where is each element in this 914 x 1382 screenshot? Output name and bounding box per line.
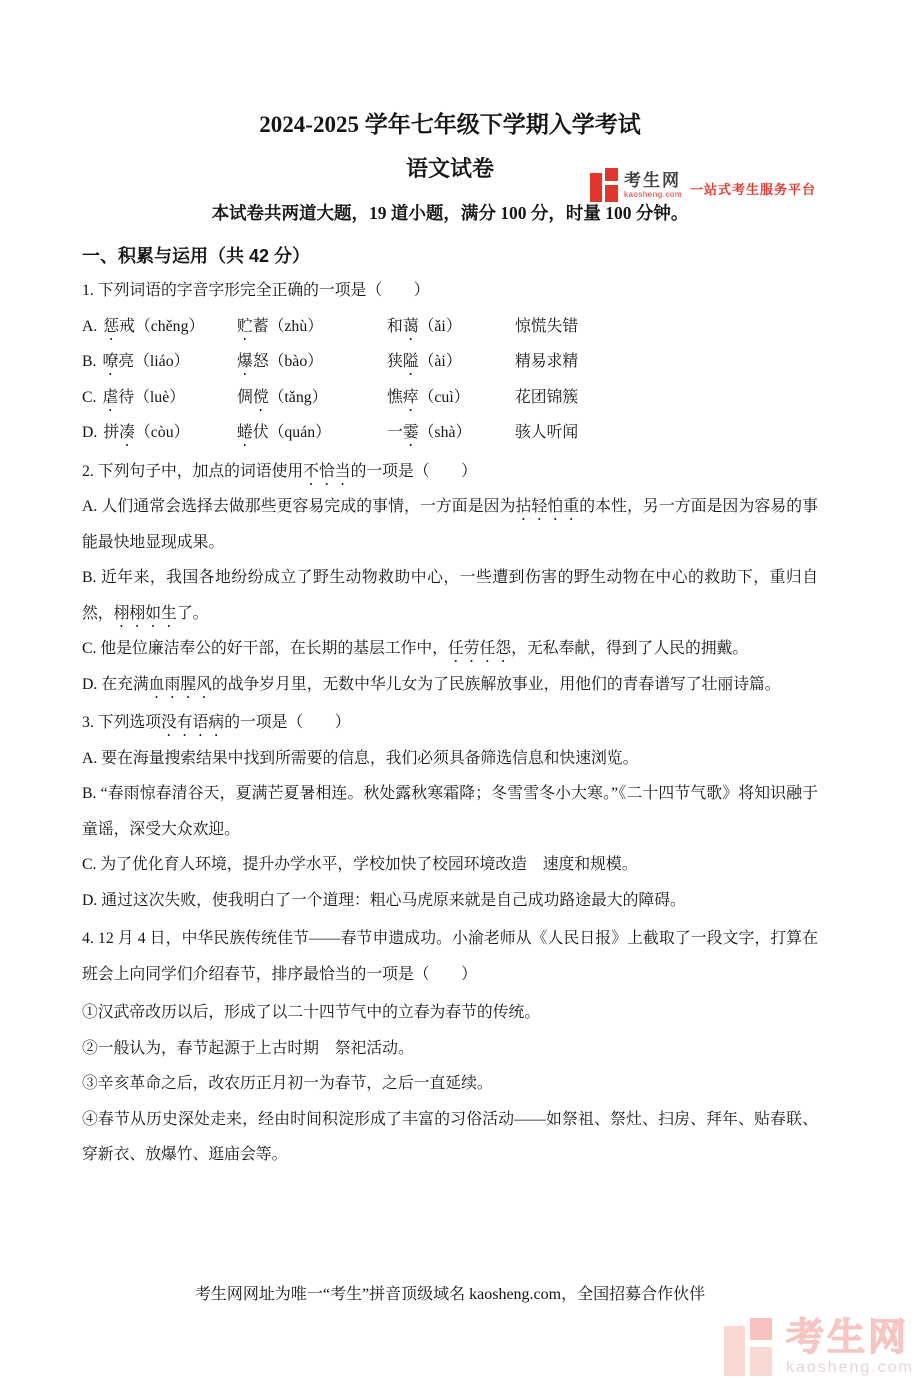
- exam-subtitle: 语文试卷: [405, 156, 494, 181]
- section-1-heading: 一、积累与运用（共 42 分）: [82, 246, 311, 266]
- question-2-option-d: [82, 667, 818, 703]
- word-pre: 拼: [103, 424, 120, 441]
- option-emphasis: 拈轻怕重: [515, 498, 580, 515]
- option-pre: B. 近年来，我国各地纷纷成立了野生动物救助中心，一些遭到伤害的野生动物在中心的救助下，重归自然，: [82, 569, 818, 622]
- question-4-item-2: ②一般认为，春节起源于上古时期 祭祀活动。: [82, 1039, 414, 1057]
- question-2-option-c: [82, 631, 818, 667]
- option-label: C.: [82, 388, 97, 406]
- q1-a-word-1: [82, 309, 237, 345]
- q1-d-word-1: [82, 415, 237, 451]
- word-post: 蓄（zhù）: [252, 317, 324, 335]
- q1-b-word-4: 精易求精: [515, 353, 579, 370]
- word-pre: 一: [387, 424, 403, 441]
- option-label: B.: [82, 353, 97, 370]
- stem-post: 的一项是（ ）: [224, 714, 351, 731]
- word-post: 待（luè）: [118, 388, 186, 406]
- word-post: 戒（chěng）: [119, 317, 205, 335]
- kaosheng-watermark-icon: [724, 1318, 776, 1376]
- option-label: D.: [82, 424, 98, 441]
- option-post: 了。: [176, 604, 209, 622]
- word-emphasis: 虐: [102, 388, 119, 406]
- word-emphasis: 贮: [237, 317, 253, 335]
- brand-domain: kaosheng.com: [623, 189, 682, 199]
- exam-note: 本试卷共两道大题，19 道小题，满分 100 分，时量 100 分钟。: [211, 203, 689, 223]
- footer-text: 考生网网址为唯一“考生”拼音顶级域名 kaosheng.com，全国招募合作伙伴: [194, 1286, 706, 1303]
- brand-tagline: 一站式考生服务平台: [689, 182, 816, 197]
- q1-b-word-3: [387, 344, 515, 380]
- q1-a-word-3: [387, 309, 515, 345]
- word-post: 亮（liáo）: [118, 353, 190, 370]
- q1-c-word-1: [82, 380, 237, 416]
- word-post: （ǎi）: [418, 317, 462, 335]
- word-pre: 倜: [237, 388, 253, 406]
- word-post: （cuì）: [418, 388, 470, 406]
- question-3-option-c: C. 为了优化育人环境，提升办学水平，学校加快了校园环境改造 速度和规模。: [82, 856, 638, 873]
- word-post: 怒（bào）: [252, 353, 324, 370]
- option-emphasis: 任劳任怨: [447, 640, 512, 657]
- word-emphasis: 霎: [402, 424, 419, 441]
- q1-c-word-2: [237, 380, 387, 416]
- option-post: 的战争岁月里，无数中华儿女为了民族解放事业，用他们的青春谱写了壮丽诗篇。: [211, 675, 781, 693]
- kaosheng-logo: [590, 168, 682, 202]
- option-post: ，无私奉献，得到了人民的拥戴。: [511, 640, 749, 657]
- exam-title: 2024-2025 学年七年级下学期入学考试: [259, 112, 641, 137]
- option-emphasis: 栩栩如生: [113, 604, 177, 622]
- word-emphasis: 傥: [252, 388, 269, 406]
- word-emphasis: 爆: [237, 353, 253, 370]
- word-pre: 和: [387, 317, 403, 335]
- watermark-brand: 考生网: [785, 1316, 909, 1359]
- q1-d-word-3: [387, 415, 515, 451]
- word-post: （tǎng）: [268, 388, 328, 406]
- question-1-options: [82, 309, 818, 451]
- stem-pre: 2. 下列句子中，加点的词语使用: [82, 462, 304, 480]
- word-emphasis: 蜷: [237, 424, 253, 441]
- word-post: （shà）: [418, 424, 472, 441]
- word-emphasis: 隘: [402, 353, 419, 370]
- word-emphasis: 惩: [103, 317, 120, 335]
- q1-b-word-2: [237, 344, 387, 380]
- question-4-item-4: ④春节从历史深处走来，经由时间积淀形成了丰富的习俗活动——如祭祖、祭灶、扫房、拜年、贴春联、穿新衣、放爆竹、逛庙会等。: [82, 1110, 818, 1163]
- word-pre: 憔: [387, 388, 403, 406]
- question-3-option-d: D. 通过这次失败，使我明白了一个道理：粗心马虎原来就是自己成功路途最大的障碍。: [82, 891, 686, 909]
- q1-d-word-4: 骇人听闻: [515, 424, 579, 441]
- kaosheng-brand: [590, 168, 816, 202]
- question-3-option-a: A. 要在海量搜索结果中找到所需要的信息，我们必须具备筛选信息和快速浏览。: [82, 749, 639, 767]
- question-3-option-b: B. “春雨惊春清谷天，夏满芒夏暑相连。秋处露秋寒霜降；冬雪雪冬小大寒。”《二十四节气歌》将知识融于童谣，深受大众欢迎。: [82, 785, 818, 838]
- q1-a-word-4: 惊慌失错: [515, 317, 579, 335]
- question-1-stem: 1. 下列词语的字音字形完全正确的一项是（ ）: [82, 282, 430, 299]
- question-4-stem: 4. 12 月 4 日，中华民族传统佳节——春节申遗成功。小渝老师从《人民日报》上截取了一段文字，打算在班会上向同学们介绍春节，排序最恰当的一项是（ ）: [82, 930, 818, 983]
- brand-name: 考生网: [623, 170, 681, 190]
- option-post: 的本性，另一方面是因为容易的事能最快地显现成果。: [82, 498, 818, 551]
- word-emphasis: 瘁: [402, 388, 419, 406]
- question-4-item-3: ③辛亥革命之后，改农历正月初一为春节，之后一直延续。: [82, 1075, 493, 1092]
- word-emphasis: 蔼: [402, 317, 419, 335]
- exam-paper: [0, 110, 900, 1173]
- option-pre: C. 他是位廉洁奉公的好干部，在长期的基层工作中，: [82, 640, 448, 657]
- question-2-option-a: [82, 489, 818, 560]
- question-2-option-b: [82, 560, 818, 631]
- q1-b-word-1: [82, 344, 237, 380]
- word-post: （còu）: [134, 424, 190, 441]
- stem-emphasis: 不恰当: [303, 462, 351, 480]
- word-emphasis: 凑: [119, 424, 135, 441]
- q1-c-word-4: 花团锦簇: [515, 388, 579, 406]
- word-post: （ài）: [418, 353, 462, 370]
- option-pre: D. 在充满: [82, 675, 149, 693]
- kaosheng-watermark: [724, 1318, 914, 1376]
- q1-d-word-2: [237, 415, 387, 451]
- question-2-stem: [82, 454, 818, 490]
- kaosheng-logo-icon: [590, 168, 620, 202]
- option-label: A.: [82, 317, 98, 335]
- q1-a-word-2: [237, 309, 387, 345]
- q1-c-word-3: [387, 380, 515, 416]
- word-post: 伏（quán）: [252, 424, 331, 441]
- question-4-item-1: ①汉武帝改历以后，形成了以二十四节气中的立春为春节的传统。: [82, 1004, 541, 1021]
- word-pre: 狭: [387, 353, 403, 370]
- stem-pre: 3. 下列选项: [82, 714, 161, 731]
- word-emphasis: 嘹: [102, 353, 119, 370]
- watermark-domain: kaosheng.com: [785, 1358, 914, 1376]
- option-emphasis: 血雨腥风: [148, 675, 212, 693]
- stem-post: 的一项是（ ）: [350, 462, 477, 480]
- stem-emphasis: 没有语病: [161, 714, 225, 731]
- option-pre: A. 人们通常会选择去做那些更容易完成的事情，一方面是因为: [82, 498, 516, 515]
- question-3-stem: [82, 705, 818, 741]
